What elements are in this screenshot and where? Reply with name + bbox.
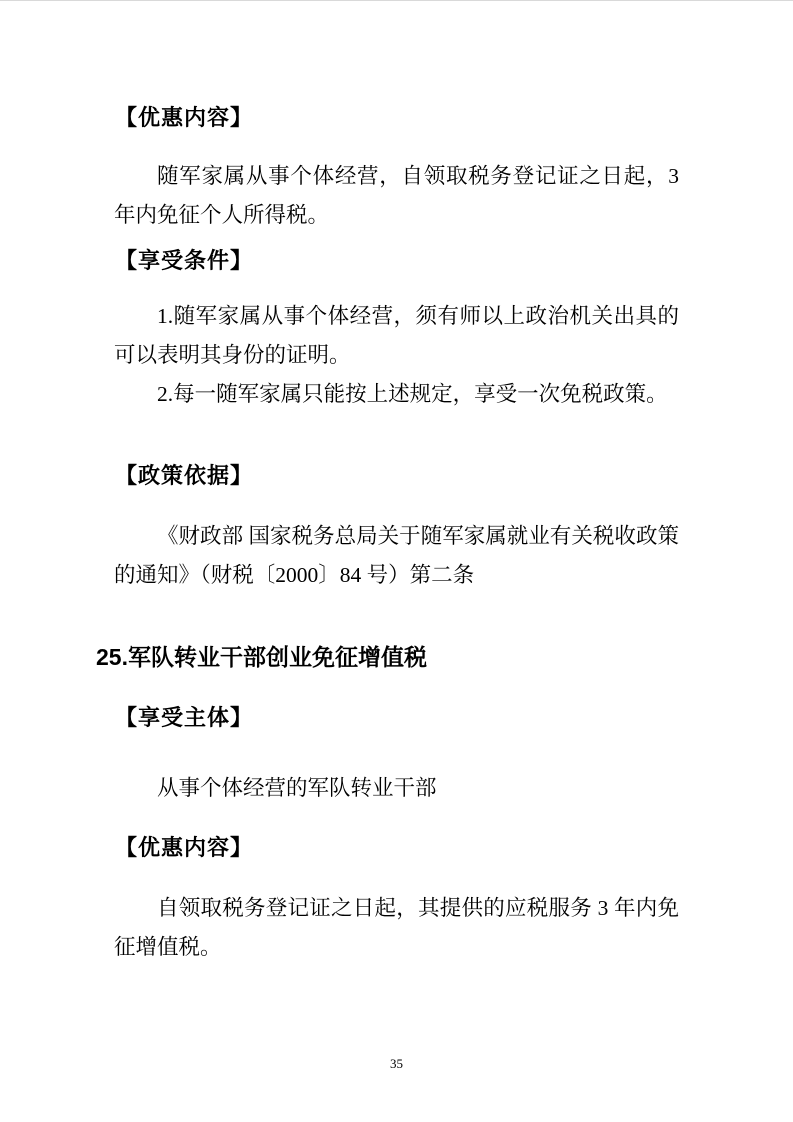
paragraph-preferential-content-2: 自领取税务登记证之日起，其提供的应税服务 3 年内免征增值税。: [114, 896, 679, 959]
list-eligibility-conditions: [114, 297, 679, 414]
condition-item-2: 2.每一随军家属只能按上述规定，享受一次免税政策。: [157, 382, 668, 406]
section-25-title: 25.军队转业干部创业免征增值税: [96, 644, 427, 670]
paragraph-policy-basis-citation: 《财政部 国家税务总局关于随军家属就业有关税收政策的通知》（财税〔2000〕84 号）第二条: [114, 524, 679, 587]
condition-item-1: 1.随军家属从事个体经营，须有师以上政治机关出具的可以表明其身份的证明。: [114, 304, 679, 367]
page-number: 35: [390, 1056, 403, 1071]
paragraph-eligible-entities: 从事个体经营的军队转业干部: [157, 776, 437, 800]
heading-preferential-content-2: 【优惠内容】: [115, 835, 254, 860]
heading-policy-basis: 【政策依据】: [115, 463, 254, 488]
heading-eligible-entities: 【享受主体】: [115, 705, 254, 730]
heading-preferential-content-1: 【优惠内容】: [115, 105, 254, 130]
heading-eligibility-conditions: 【享受条件】: [115, 248, 254, 273]
paragraph-preferential-content-1: 随军家属从事个体经营，自领取税务登记证之日起，3年内免征个人所得税。: [114, 164, 679, 227]
